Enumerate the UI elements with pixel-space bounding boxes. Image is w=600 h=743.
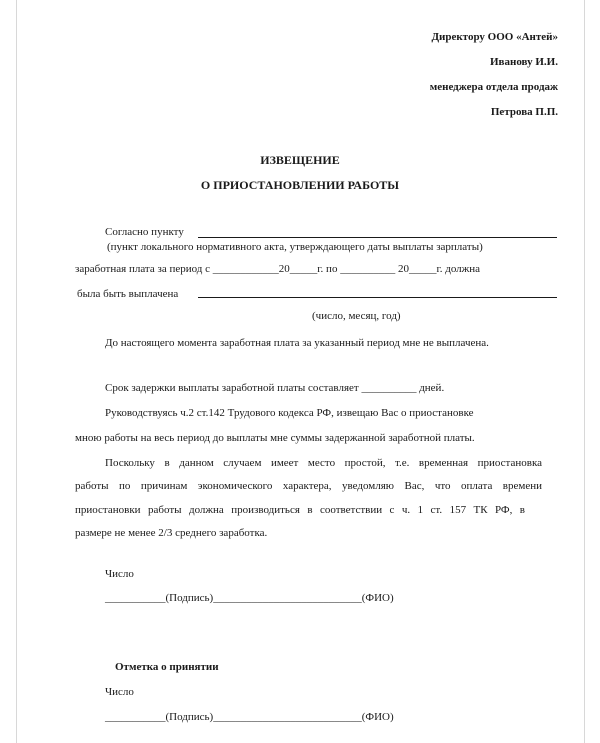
document-title: ИЗВЕЩЕНИЕ bbox=[260, 153, 340, 167]
paragraph-guided-line2: мною работы на весь период до выплаты мне суммы задержанной заработной платы. bbox=[75, 432, 475, 444]
according-label: Согласно пункту bbox=[105, 226, 184, 238]
paragraph-idle-line4: размере не менее 2/3 среднего заработка. bbox=[75, 527, 268, 539]
sender-position: менеджера отдела продаж bbox=[429, 81, 558, 93]
signature-date-label: Число bbox=[105, 568, 134, 580]
payment-date-blank-line bbox=[198, 297, 557, 298]
date-hint: (число, месяц, год) bbox=[312, 310, 401, 322]
acceptance-signature-line: ___________(Подпись)___________________________(ФИО) bbox=[105, 711, 394, 723]
paragraph-idle-line1: Поскольку в данном случаем имеет место простой, т.е. временная приостановка bbox=[105, 457, 542, 469]
page-left-edge bbox=[16, 0, 17, 743]
sender-name: Петрова П.П. bbox=[490, 106, 558, 118]
paragraph-not-paid: До настоящего момента заработная плата за указанный период мне не выплачена. bbox=[105, 337, 489, 349]
was-to-be-paid-label: была быть выплачена bbox=[77, 288, 179, 300]
signature-line: ___________(Подпись)___________________________(ФИО) bbox=[105, 592, 394, 604]
clause-hint: (пункт локального нормативного акта, утверждающего даты выплаты зарплаты) bbox=[107, 241, 483, 253]
paragraph-idle-line2: работы по причинам экономического характера, уведомляю Вас, что оплата времени bbox=[75, 480, 542, 492]
clause-blank-line bbox=[198, 237, 557, 238]
acceptance-date-label: Число bbox=[105, 686, 134, 698]
paragraph-guided-line1: Руководствуясь ч.2 ст.142 Трудового кодекса РФ, извещаю Вас о приостановке bbox=[105, 407, 474, 419]
addressee-name: Иванову И.И. bbox=[490, 56, 558, 68]
page-right-edge bbox=[584, 0, 585, 743]
acceptance-heading: Отметка о принятии bbox=[115, 661, 219, 673]
paragraph-idle-line3: приостановки работы должна производиться в соответствии с ч. 1 ст. 157 ТК РФ, в bbox=[75, 504, 525, 516]
paragraph-delay: Срок задержки выплаты заработной платы составляет __________ дней. bbox=[105, 382, 445, 394]
salary-period-line: заработная плата за период с ____________20_____г. по __________ 20_____г. должна bbox=[75, 263, 481, 275]
addressee-director: Директору ООО «Антей» bbox=[431, 31, 558, 43]
document-subtitle: О ПРИОСТАНОВЛЕНИИ РАБОТЫ bbox=[200, 178, 400, 192]
